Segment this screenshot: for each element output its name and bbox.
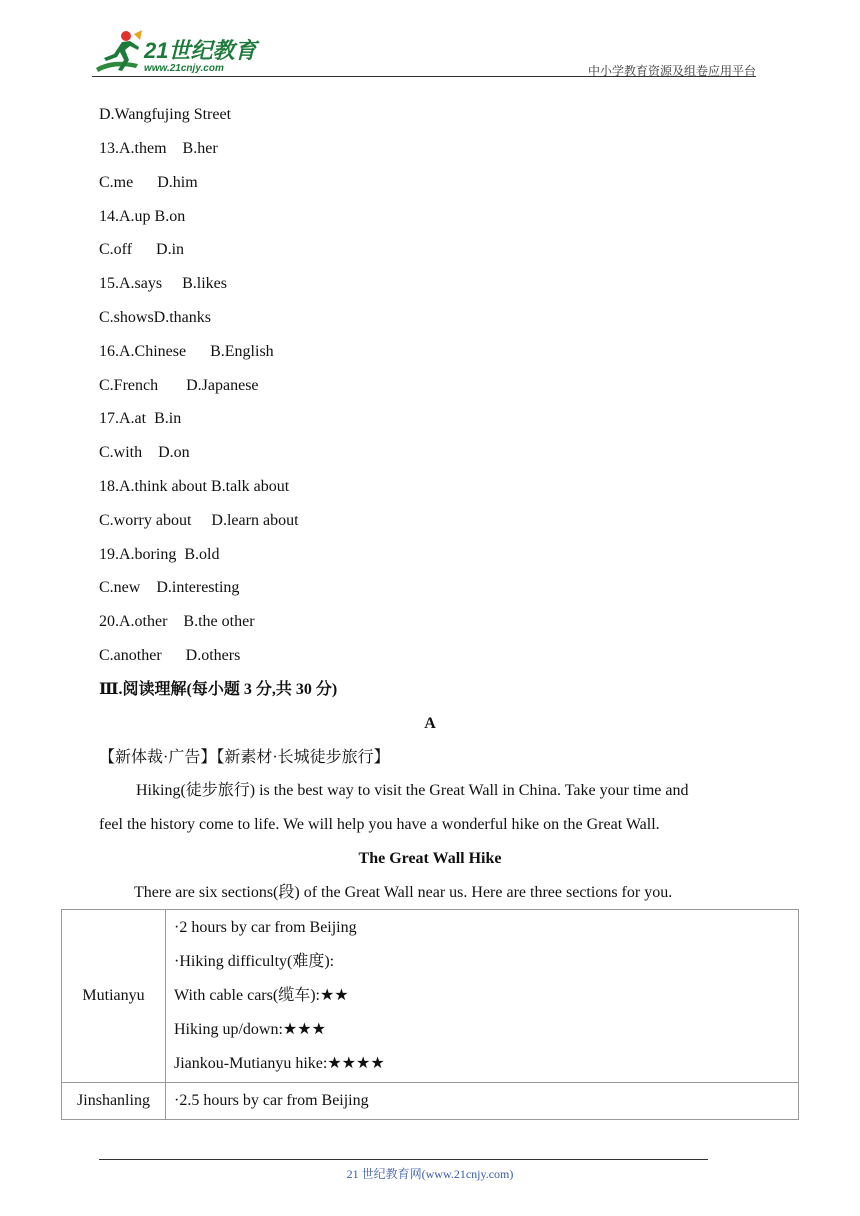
option-line: 18.A.think about B.talk about bbox=[99, 478, 290, 495]
passage-subtitle: There are six sections(段) of the Great Wall near us. Here are three sections for you. bbox=[134, 884, 673, 901]
passage-title: The Great Wall Hike bbox=[358, 850, 502, 867]
option-line: C.me D.him bbox=[99, 174, 198, 191]
section-name-cell: Jinshanling bbox=[62, 1083, 166, 1120]
header-platform-text: 中小学教育资源及组卷应用平台 bbox=[587, 64, 756, 78]
site-logo bbox=[92, 28, 262, 78]
info-line: ·Hiking difficulty(难度): bbox=[174, 953, 335, 970]
page-header bbox=[92, 28, 756, 78]
option-line: C.showsD.thanks bbox=[99, 309, 212, 326]
option-line: 19.A.boring B.old bbox=[99, 546, 220, 563]
info-line: Jiankou-Mutianyu hike:★★★★ bbox=[174, 1055, 385, 1072]
intro-paragraph-line2: feel the history come to life. We will help you have a wonderful hike on the Great Wall. bbox=[99, 816, 660, 833]
runner-logo-icon bbox=[92, 28, 144, 76]
option-line: 20.A.other B.the other bbox=[99, 613, 255, 630]
part-label: A bbox=[424, 715, 436, 732]
option-line: 15.A.says B.likes bbox=[99, 275, 227, 292]
section-info-cell bbox=[166, 1083, 799, 1120]
hike-sections-table bbox=[61, 909, 799, 1120]
option-line: C.another D.others bbox=[99, 647, 241, 664]
option-line: 14.A.up B.on bbox=[99, 208, 186, 225]
option-line: D.Wangfujing Street bbox=[99, 106, 232, 123]
option-line: C.off D.in bbox=[99, 241, 185, 258]
footer-divider bbox=[99, 1159, 708, 1160]
header-divider bbox=[92, 76, 756, 77]
section-title: Ⅲ.阅读理解(每小题 3 分,共 30 分) bbox=[99, 681, 338, 698]
intro-paragraph-line1: Hiking(徒步旅行) is the best way to visit the Great Wall in China. Take your time and bbox=[136, 782, 689, 799]
option-line: 17.A.at B.in bbox=[99, 410, 182, 427]
option-line: C.French D.Japanese bbox=[99, 377, 259, 394]
option-line: 13.A.them B.her bbox=[99, 140, 218, 157]
section-name-cell: Mutianyu bbox=[62, 910, 166, 1083]
logo-text: 21世纪教育 bbox=[144, 38, 257, 63]
genre-tags: 【新体裁·广告】【新素材·长城徒步旅行】 bbox=[99, 749, 390, 766]
option-line: C.worry about D.learn about bbox=[99, 512, 299, 529]
option-line: 16.A.Chinese B.English bbox=[99, 343, 274, 360]
info-line: Hiking up/down:★★★ bbox=[174, 1021, 326, 1038]
section-info-cell bbox=[166, 910, 799, 1083]
option-line: C.new D.interesting bbox=[99, 579, 240, 596]
option-line: C.with D.on bbox=[99, 444, 190, 461]
logo-url: www.21cnjy.com bbox=[144, 63, 224, 74]
info-line: ·2 hours by car from Beijing bbox=[174, 919, 357, 936]
table-row bbox=[62, 1083, 799, 1120]
info-line: ·2.5 hours by car from Beijing bbox=[174, 1092, 369, 1109]
table-row bbox=[62, 910, 799, 1083]
info-line: With cable cars(缆车):★★ bbox=[174, 987, 349, 1004]
footer-text: 21 世纪教育网(www.21cnjy.com) bbox=[346, 1167, 514, 1181]
